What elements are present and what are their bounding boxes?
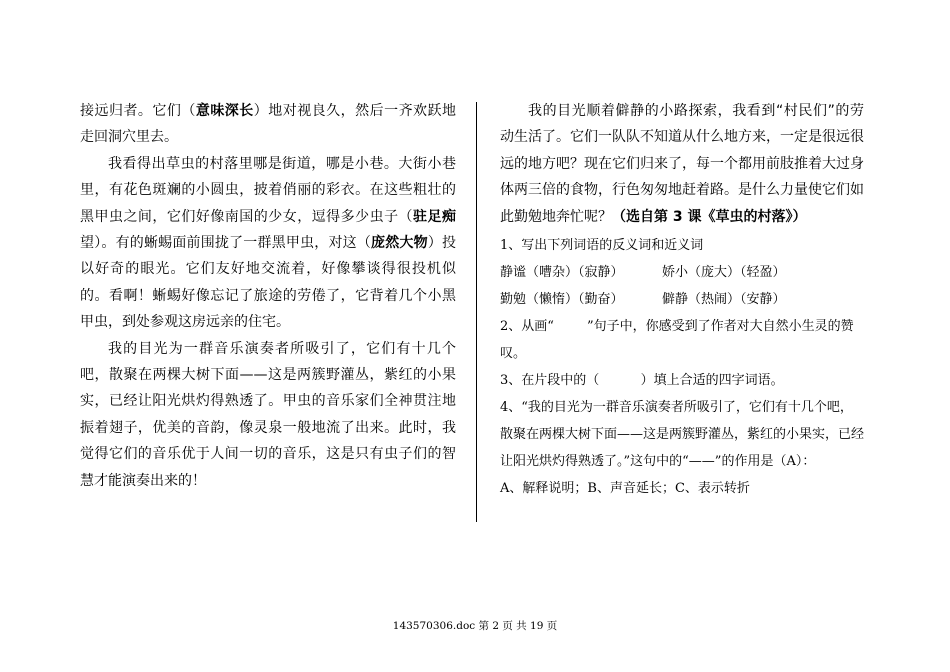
question-3: 3、在片段中的（ ）填上合适的四字词语。: [500, 373, 784, 389]
bold-phrase: 庞然大物: [371, 235, 428, 252]
question-4: 4、“我的目光为一群音乐演奏者所吸引了，它们有十几个吧，散聚在两棵大树下面——这是两簇野灌丛，紫红的小果实，已经让阳光烘灼得熟透了。”这句中的“——”的作用是（A）：: [500, 400, 865, 470]
source-citation: （选自第 3 课《草虫的村落》）: [612, 208, 807, 225]
right-paragraph-1: 我的目光顺着僻静的小路探索，我看到“村民们”的劳动生活了。它们一队队不知道从什么地方来，一定是很远很远的地方吧？现在它们归来了，每一个都用前肢推着大过身体两三倍的食物，行色匆匆地赶着路。是什么力量使它们如此勤勉地奔忙呢？（选自第 3 课《草虫的村落》）: [500, 103, 864, 225]
left-paragraph-3: 我的目光为一群音乐演奏者所吸引了，它们有十几个吧，散聚在两棵大树下面——这是两簇野灌丛，紫红的小果实，已经让阳光烘灼得熟透了。甲虫的音乐家们全神贯注地振着翅子，优美的音韵，像灵泉一般地流了出来。此时，我觉得它们的音乐优于人间一切的音乐，这是只有虫子们的智慧才能演奏出来的！: [80, 340, 456, 489]
page-footer: 143570306.doc 第 2 页 共 19 页: [392, 620, 558, 632]
bold-phrase: 驻足: [413, 208, 443, 225]
question-4-options: A、解释说明；B、声音延长；C、表示转折: [500, 481, 750, 497]
bold-phrase: 意味深长: [195, 103, 254, 119]
question-1-row-1: 静谧（嘈杂）（寂静） 娇小（庞大）（轻盈）: [500, 265, 786, 281]
question-1-row-2: 勤勉（懒惰）（勤奋） 僻静（热闹）（安静）: [500, 292, 786, 308]
column-divider: [476, 102, 477, 522]
question-1: 1、写出下列词语的反义词和近义词: [500, 238, 704, 254]
left-column: [80, 98, 456, 494]
right-column: [500, 98, 864, 502]
bold-phrase-serif: 痴: [442, 208, 457, 225]
question-2: 2、从画“ ”句子中，你感受到了作者对大自然小生灵的赞叹。: [500, 319, 854, 362]
left-paragraph-2: 我看得出草虫的村落里哪是街道，哪是小巷。大街小巷里，有花色斑斓的小圆虫，披着俏丽的彩衣。在这些粗壮的黑甲虫之间，它们好像南国的少女，逗得多少虫子（驻足痴望）。有的蜥蜴面前围拢了一群黑甲虫，对这（庞然大物）投以好奇的眼光。它们友好地交流着，好像攀谈得很投机似的。看啊！蜥蜴好像忘记了旅途的劳倦了，它背着几个小黑甲虫，到处参观这房远亲的住宅。: [80, 155, 457, 331]
left-paragraph-1: 接远归者。它们（意味深长）地对视良久，然后一齐欢跃地走回洞穴里去。: [80, 103, 457, 146]
